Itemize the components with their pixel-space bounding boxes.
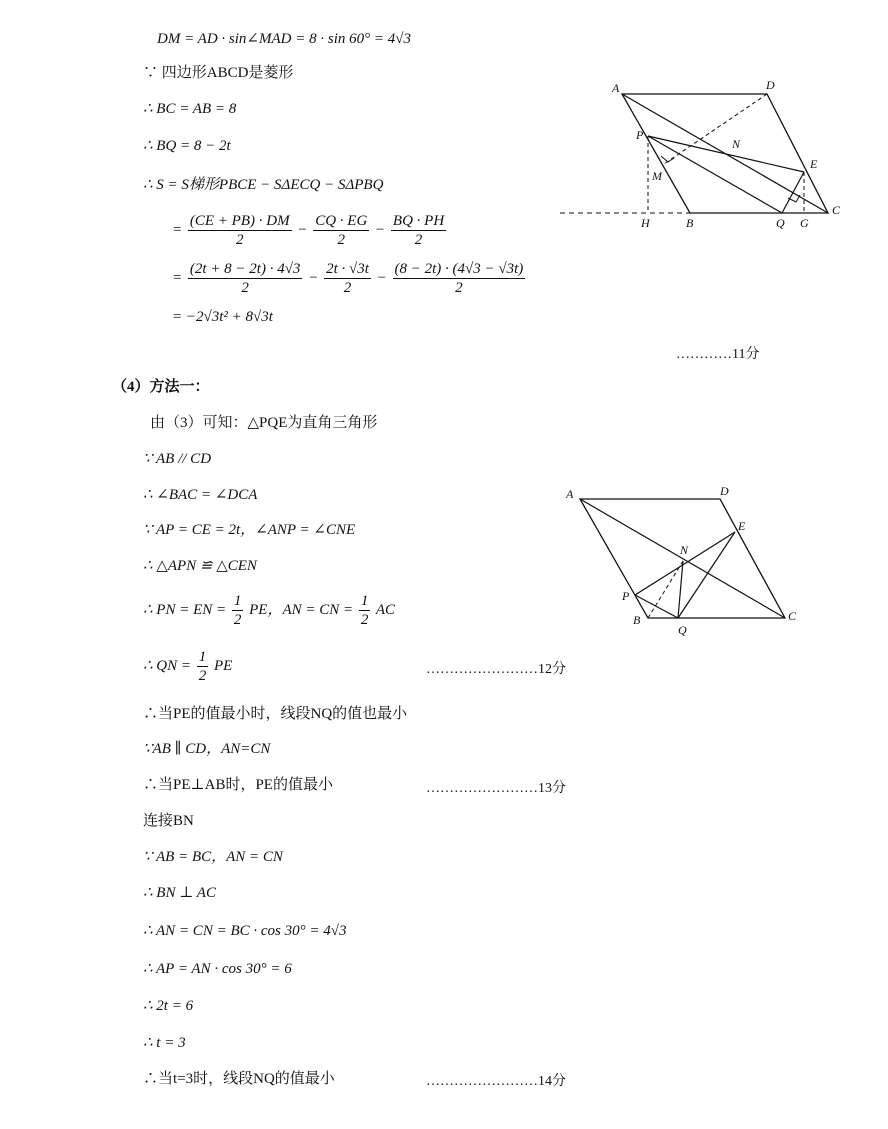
- part4-line-16: ∴ 2t = 6: [143, 998, 194, 1014]
- figure-rhombus-2: [560, 482, 810, 642]
- label-Q: Q: [678, 623, 687, 637]
- part4-line-14: ∴ AN = CN = BC · cos 30° = 4√3: [143, 923, 347, 939]
- label-P: P: [622, 589, 630, 603]
- label-A: A: [612, 81, 620, 95]
- minus-sign: −: [308, 269, 319, 286]
- minus-sign: −: [297, 221, 308, 238]
- dm-line: DM = AD · sin∠MAD = 8 · sin 60° = 4√3: [157, 31, 411, 47]
- fraction-denominator: 2: [235, 232, 244, 248]
- pe-suffix: PE: [214, 657, 233, 674]
- area-result-line: = −2√3t² + 8√3t: [172, 309, 273, 325]
- area-expression-1: [172, 212, 448, 249]
- bc-line: ∴ BC = AB = 8: [143, 101, 237, 117]
- fraction-denominator: 2: [414, 232, 423, 248]
- part4-line-12: ∵ AB = BC，AN = CN: [143, 849, 283, 865]
- fraction-denominator: 2: [233, 612, 242, 628]
- label-M: M: [652, 169, 662, 183]
- figure-rhombus-1: [560, 74, 860, 234]
- fraction-denominator: 2: [198, 668, 207, 684]
- label-C: C: [832, 203, 841, 217]
- fraction-trapezoid: [188, 212, 292, 249]
- rhombus-line: ∵ 四边形ABCD是菱形: [143, 65, 294, 81]
- part4-line-13: ∴ BN ⊥ AC: [143, 885, 216, 901]
- part4-line-7: [143, 648, 232, 685]
- s-definition-line: ∴ S = S梯形PBCE − SΔECQ − SΔPBQ: [143, 177, 384, 193]
- part4-line-10: ∴当PE⊥AB时，PE的值最小: [143, 777, 333, 793]
- fraction-denominator: 2: [360, 612, 369, 628]
- label-D: D: [766, 78, 775, 92]
- part4-line-2: ∵ AB // CD: [143, 451, 212, 467]
- dashed-dm: [664, 94, 767, 164]
- fraction-trapezoid-substituted: [188, 260, 303, 297]
- label-N: N: [732, 137, 741, 151]
- fraction-denominator: 2: [241, 280, 249, 296]
- fraction-numerator: (CE + PB) · DM: [189, 213, 290, 229]
- equals-sign: =: [172, 269, 183, 286]
- label-C: C: [788, 609, 797, 623]
- dashed-bn: [648, 561, 683, 618]
- segment-pe: [648, 136, 804, 172]
- equals-sign: =: [172, 221, 183, 238]
- score-12: ……………………12分: [426, 662, 566, 677]
- ac-suffix: AC: [375, 601, 396, 618]
- fraction-denominator: 2: [337, 232, 345, 248]
- fraction-denominator: 2: [455, 280, 463, 296]
- part4-line-8: ∴当PE的值最小时，线段NQ的值也最小: [143, 706, 408, 722]
- segment-pe: [635, 532, 735, 595]
- part4-line-3: ∴ ∠BAC = ∠DCA: [143, 487, 258, 503]
- pe-an-cn: PE，AN = CN =: [249, 601, 354, 618]
- label-A: A: [566, 487, 574, 501]
- fraction-numerator: CQ · EG: [315, 213, 368, 229]
- fraction-denominator: 2: [343, 280, 352, 296]
- fraction-ecq: [313, 212, 369, 249]
- label-E: E: [738, 519, 746, 533]
- fraction-ecq-substituted: [324, 260, 371, 297]
- fraction-half: [197, 648, 209, 685]
- label-B: B: [686, 216, 694, 230]
- fraction-numerator: (8 − 2t) · (4√3 − √3t): [394, 261, 524, 277]
- fraction-half: [359, 592, 371, 629]
- pn-en-prefix: ∴ PN = EN =: [143, 601, 227, 618]
- label-E: E: [810, 157, 818, 171]
- fraction-pbq-substituted: [393, 260, 526, 297]
- right-angle-m: [661, 156, 674, 162]
- minus-sign: −: [376, 269, 387, 286]
- label-G: G: [800, 216, 809, 230]
- score-11: …………11分: [676, 347, 760, 362]
- part4-heading: （4）方法一：: [112, 379, 210, 395]
- part4-line-5: ∴ △APN ≌ △CEN: [143, 558, 257, 574]
- score-13: ……………………13分: [426, 781, 566, 796]
- fraction-numerator: 1: [198, 649, 207, 665]
- label-D: D: [720, 484, 729, 498]
- fraction-numerator: 1: [233, 593, 242, 609]
- fraction-half: [232, 592, 244, 629]
- fraction-numerator: 1: [360, 593, 369, 609]
- fraction-numerator: BQ · PH: [392, 213, 445, 229]
- segment-nq: [678, 561, 683, 618]
- label-B: B: [633, 613, 641, 627]
- label-H: H: [641, 216, 650, 230]
- qn-prefix: ∴ QN =: [143, 657, 192, 674]
- score-14: ……………………14分: [426, 1074, 566, 1089]
- part4-line-18: ∴当t=3时，线段NQ的值最小: [143, 1071, 335, 1087]
- label-Q: Q: [776, 216, 785, 230]
- bq-line: ∴ BQ = 8 − 2t: [143, 138, 231, 154]
- part4-line-6: [143, 592, 395, 629]
- fraction-pbq: [391, 212, 446, 249]
- label-P: P: [636, 128, 644, 142]
- fraction-numerator: 2t · √3t: [326, 261, 369, 277]
- minus-sign: −: [375, 221, 386, 238]
- diagonal-ac: [580, 499, 785, 618]
- area-expression-2: [172, 260, 527, 297]
- fraction-numerator: (2t + 8 − 2t) · 4√3: [189, 261, 301, 277]
- part4-line-1: 由（3）可知：△PQE为直角三角形: [150, 415, 378, 431]
- label-N: N: [680, 543, 689, 557]
- part4-line-11: 连接BN: [143, 813, 194, 829]
- part4-line-4: ∵ AP = CE = 2t，∠ANP = ∠CNE: [143, 522, 356, 538]
- part4-line-17: ∴ t = 3: [143, 1035, 186, 1051]
- segment-eq: [782, 172, 804, 213]
- part4-line-15: ∴ AP = AN · cos 30° = 6: [143, 961, 292, 977]
- part4-line-9: ∵AB ∥ CD，AN=CN: [143, 741, 271, 757]
